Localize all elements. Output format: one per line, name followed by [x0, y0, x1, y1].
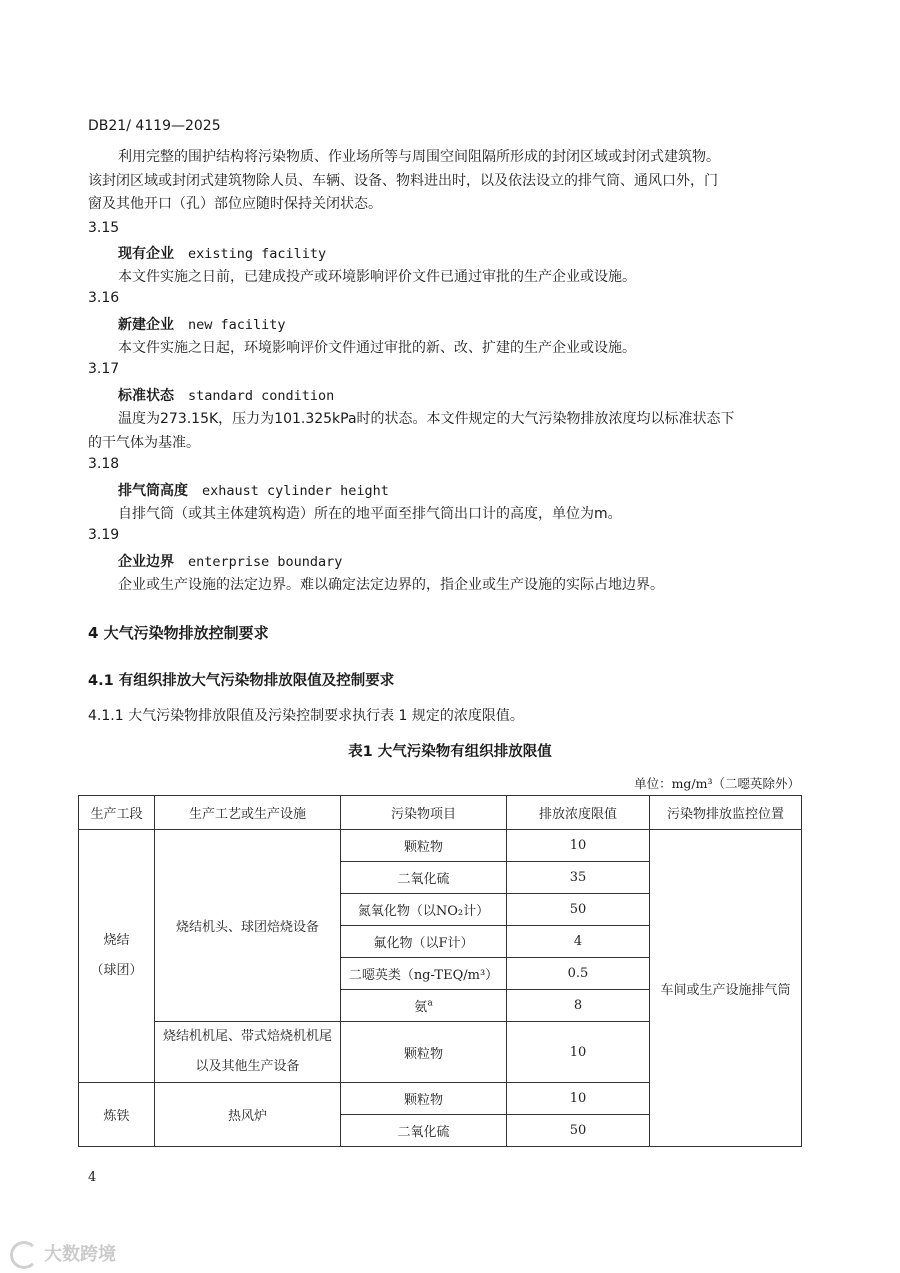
- term-zh: 标准状态: [118, 388, 174, 404]
- intro-paragraph: [88, 146, 804, 217]
- term-title: [118, 551, 342, 571]
- pollutant-cell: 二氧化硫: [341, 1115, 507, 1147]
- header-pollutant: 污染物项目: [341, 796, 507, 830]
- section-4-heading: 4 大气污染物排放控制要求: [88, 624, 269, 642]
- limit-cell: 50: [507, 894, 650, 926]
- stage-label: 烧结: [103, 933, 130, 948]
- clause-number: 3.19: [88, 527, 120, 543]
- table-unit: 单位：mg/m³（二噁英除外）: [634, 776, 800, 791]
- table-header-row: [79, 796, 802, 830]
- term-definition: 本文件实施之日起，环境影响评价文件通过审批的新、改、扩建的生产企业或设施。: [118, 340, 636, 356]
- term-en: existing facility: [188, 246, 327, 262]
- process-sinter-head: 烧结机头、球团焙烧设备: [155, 830, 341, 1022]
- limit-cell: 10: [507, 1083, 650, 1115]
- limit-cell: 35: [507, 862, 650, 894]
- header-limit: 排放浓度限值: [507, 796, 650, 830]
- table-caption: 表1 大气污染物有组织排放限值: [348, 744, 552, 760]
- limit-cell: 10: [507, 830, 650, 862]
- term-definition: 本文件实施之日前，已建成投产或环境影响评价文件已通过审批的生产企业或设施。: [118, 269, 636, 285]
- document-id: DB21/ 4119—2025: [88, 118, 221, 134]
- header-stage: 生产工段: [79, 796, 155, 830]
- limit-cell: 8: [507, 990, 650, 1022]
- term-title: [118, 243, 326, 263]
- term-definition: 企业或生产设施的法定边界。难以确定法定边界的，指企业或生产设施的实际占地边界。: [118, 577, 664, 593]
- term-en: exhaust cylinder height: [202, 483, 389, 499]
- pollutant-cell: 二氧化硫: [341, 862, 507, 894]
- header-monitor-location: 污染物排放监控位置: [650, 796, 802, 830]
- process-label: 烧结机机尾、带式焙烧机机尾: [162, 1029, 332, 1044]
- section-4-1-1-text: 4.1.1 大气污染物排放限值及污染控制要求执行表 1 规定的浓度限值。: [88, 708, 524, 724]
- pollutant-name: 氨: [414, 1000, 428, 1015]
- pollutant-cell: 颗粒物: [341, 1083, 507, 1115]
- term-zh: 排气筒高度: [118, 483, 188, 499]
- limit-cell: 0.5: [507, 958, 650, 990]
- process-label-sub: 以及其他生产设备: [195, 1059, 300, 1074]
- process-hot-blast-stove: 热风炉: [155, 1083, 341, 1147]
- pollutant-cell: 氟化物（以F计）: [341, 926, 507, 958]
- term-title: [118, 385, 334, 405]
- term-title: [118, 480, 389, 500]
- limit-cell: 50: [507, 1115, 650, 1147]
- pollutant-cell: 氮氧化物（以NO₂计）: [341, 894, 507, 926]
- term-en: enterprise boundary: [188, 554, 343, 570]
- emission-limits-table: [78, 795, 802, 1147]
- term-definition: 温度为273.15K，压力为101.325kPa时的状态。本文件规定的大气污染物排放浓度均以标准状态下: [118, 411, 735, 427]
- stage-sintering: [79, 830, 155, 1083]
- term-zh: 企业边界: [118, 554, 174, 570]
- pollutant-cell: 二噁英类（ng-TEQ/m³）: [341, 958, 507, 990]
- term-definition-continued: 的干气体为基准。: [88, 435, 200, 451]
- term-zh: 新建企业: [118, 317, 174, 333]
- term-zh: 现有企业: [118, 246, 174, 262]
- pollutant-cell: 颗粒物: [341, 830, 507, 862]
- stage-label-sub: （球团）: [90, 963, 143, 978]
- limit-cell: 4: [507, 926, 650, 958]
- watermark: [10, 1240, 116, 1269]
- term-en: standard condition: [188, 388, 335, 404]
- page-number: 4: [88, 1170, 97, 1185]
- term-definition: 自排气筒（或其主体建筑构造）所在的地平面至排气筒出口计的高度，单位为m。: [118, 506, 622, 522]
- clause-number: 3.18: [88, 456, 120, 472]
- limit-cell: 10: [507, 1022, 650, 1083]
- table-row: [79, 830, 802, 862]
- footnote-mark: a: [427, 998, 433, 1009]
- term-title: [118, 314, 286, 334]
- intro-line-1: 利用完整的围护结构将污染物质、作业场所等与周围空间阻隔所形成的封闭区域或封闭式建筑物。: [118, 149, 720, 165]
- intro-line-3: 窗及其他开口（孔）部位应随时保持关闭状态。: [88, 196, 382, 212]
- process-sinter-tail: [155, 1022, 341, 1083]
- clause-number: 3.16: [88, 290, 120, 306]
- pollutant-cell: 颗粒物: [341, 1022, 507, 1083]
- section-4-1-heading: 4.1 有组织排放大气污染物排放限值及控制要求: [88, 673, 395, 689]
- pollutant-cell: [341, 990, 507, 1022]
- term-en: new facility: [188, 317, 286, 333]
- clause-number: 3.15: [88, 220, 120, 236]
- monitor-location: 车间或生产设施排气筒: [650, 830, 802, 1147]
- watermark-logo-icon: [10, 1241, 38, 1269]
- stage-ironmaking: 炼铁: [79, 1083, 155, 1147]
- watermark-text: 大数跨境: [44, 1244, 116, 1265]
- clause-number: 3.17: [88, 361, 120, 377]
- intro-line-2: 该封闭区域或封闭式建筑物除人员、车辆、设备、物料进出时，以及依法设立的排气筒、通风口外，门: [88, 172, 718, 189]
- header-process: 生产工艺或生产设施: [155, 796, 341, 830]
